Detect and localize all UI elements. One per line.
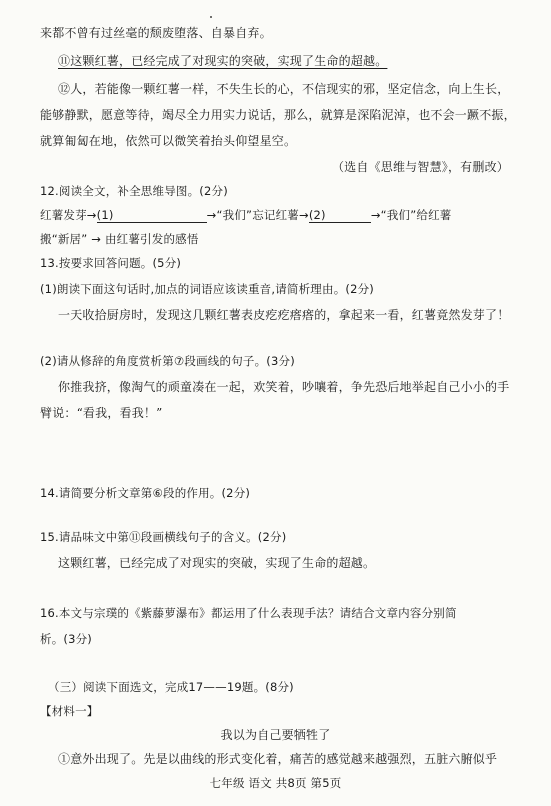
quoted-sentence: 一天收拾厨房时，发现这几颗红薯表皮疙疙瘩瘩的，拿起来一看，红薯竟然发芽了！: [58, 308, 510, 322]
mind-map-row-2: 搬“新居” → 由红薯引发的感悟: [40, 232, 199, 246]
question-13-sub-1: (1)朗读下面这句话时,加点的词语应该读重音,请简析理由。(2分): [40, 282, 374, 296]
blank-label: (2): [308, 208, 326, 222]
section-3-title: （三）阅读下面选文，完成17——19题。(8分): [48, 680, 294, 694]
question-13-sub-2: (2)请从修辞的角度赏析第⑦段画线的句子。(3分): [40, 354, 295, 368]
passage-line: 能够静默，愿意等待，竭尽全力用实力说话，那么，就算是深陷泥淖，也不会一蹶不振，: [40, 108, 516, 122]
scan-dot: [210, 16, 212, 18]
passage-line: 就算匍匐在地，依然可以微笑着抬头仰望星空。: [40, 134, 297, 148]
passage-line-underlined: [58, 52, 525, 70]
quoted-sentence: 你推我挤，像淘气的顽童凑在一起，欢笑着，吵嚷着，争先恐后地举起自己小小的手: [58, 380, 510, 394]
underlined-sentence: ⑪这颗红薯，已经完成了对现实的突破，实现了生命的超越。: [58, 54, 388, 68]
passage-line: ⑫人，若能像一颗红薯一样，不失生长的心，不信现实的邪，坚定信念，向上生长，: [58, 82, 510, 96]
material-label: 【材料一】: [40, 704, 99, 718]
material-paragraph: ①意外出现了。先是以曲线的形式变化着，痛苦的感觉越来越强烈，五脏六腑似乎: [58, 752, 498, 766]
page-footer: 七年级 语文 共8页 第5页: [209, 776, 342, 790]
mind-map-step: →“我们”给红薯: [370, 208, 452, 222]
answer-blank-2[interactable]: [309, 208, 371, 223]
quoted-sentence: 臂说：“看我，看我！”: [40, 406, 163, 420]
mind-map-step: 红薯发芽→: [40, 208, 97, 222]
question-12-title: 12.阅读全文，补全思维导图。(2分): [40, 184, 228, 198]
question-15-title: 15.请品味文中第⑪段画横线句子的含义。(2分): [40, 530, 287, 544]
mind-map-row-1: [40, 206, 525, 224]
mind-map-step: →“我们”忘记红薯→: [206, 208, 309, 222]
answer-blank-1[interactable]: [97, 208, 207, 223]
question-13-title: 13.按要求回答问题。(5分): [40, 256, 182, 270]
question-16-line-1: 16.本文与宗璞的《紫藤萝瀑布》都运用了什么表现手法？请结合文章内容分别简: [40, 606, 457, 620]
passage-line: 来都不曾有过丝毫的颓废堕落、自暴自弃。: [40, 26, 272, 40]
source-citation: （选自《思维与智慧》，有删改）: [331, 160, 509, 174]
quoted-sentence: 这颗红薯，已经完成了对现实的突破，实现了生命的超越。: [58, 556, 376, 570]
blank-label: (1): [96, 208, 114, 222]
question-14-title: 14.请简要分析文章第⑥段的作用。(2分): [40, 486, 251, 500]
material-heading: 我以为自己要牺牲了: [220, 728, 331, 742]
question-16-line-2: 析。(3分): [40, 632, 92, 646]
